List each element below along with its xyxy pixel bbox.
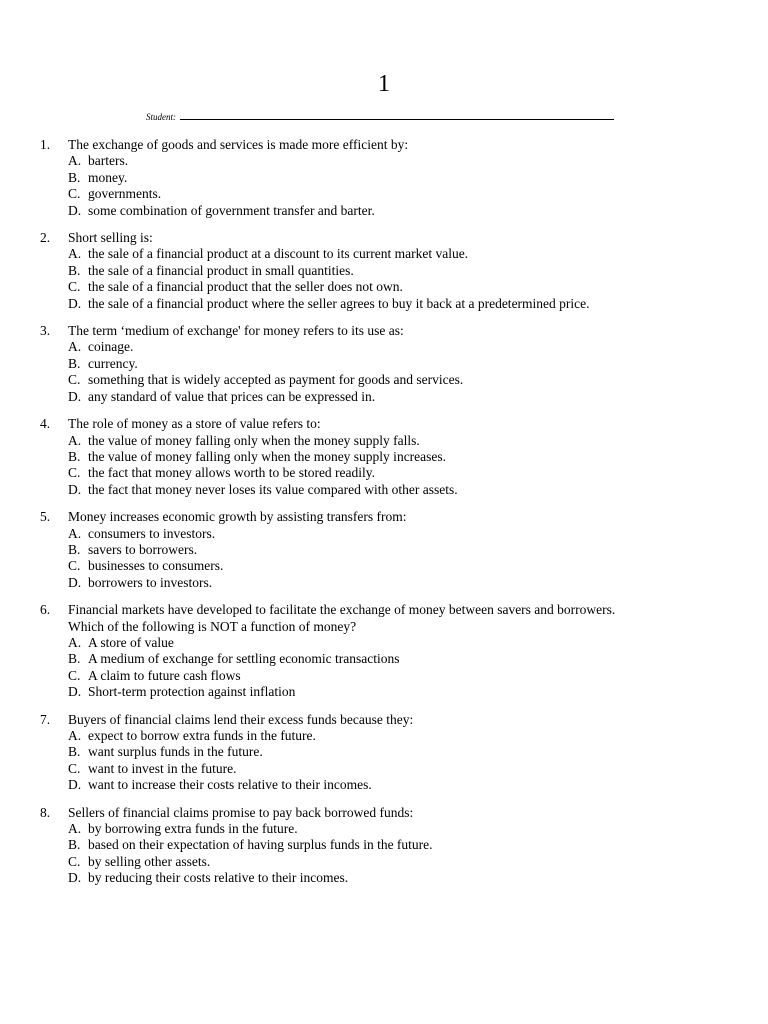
option-text: something that is widely accepted as payment for goods and services.: [88, 372, 464, 388]
question-body: [68, 137, 740, 219]
option-text: A store of value: [88, 634, 174, 650]
option-text: by reducing their costs relative to their incomes.: [88, 870, 349, 886]
option-text: want to increase their costs relative to their incomes.: [88, 777, 372, 793]
option-text: the value of money falling only when the money supply increases.: [88, 448, 447, 464]
question-item: [40, 805, 740, 887]
option-text: the sale of a financial product that the seller does not own.: [88, 279, 403, 295]
answer-option: [68, 279, 740, 295]
answer-option: [68, 728, 740, 744]
option-letter: D.: [68, 684, 82, 700]
option-text: currency.: [88, 355, 138, 371]
option-letter: B.: [68, 448, 81, 464]
question-text: Short selling is:: [68, 230, 153, 246]
option-letter: B.: [68, 744, 81, 760]
answer-option: [68, 482, 740, 498]
option-text: want surplus funds in the future.: [88, 744, 263, 760]
option-letter: D.: [68, 870, 82, 886]
question-item: [40, 323, 740, 405]
option-letter: A.: [68, 432, 82, 448]
page-number: 1: [378, 71, 390, 97]
option-letter: C.: [68, 853, 81, 869]
option-letter: D.: [68, 295, 82, 311]
option-text: barters.: [88, 153, 129, 169]
question-text: The term ‘medium of exchange' for money refers to its use as:: [68, 323, 404, 339]
option-letter: C.: [68, 465, 81, 481]
answer-option: [68, 558, 740, 574]
option-text: money.: [88, 169, 128, 185]
option-letter: A.: [68, 525, 82, 541]
question-number: 1.: [40, 137, 51, 152]
answer-option: [68, 170, 740, 186]
question-item: [40, 416, 740, 498]
student-label: Student:: [146, 112, 176, 122]
answer-option: [68, 526, 740, 542]
option-text: Short-term protection against inflation: [88, 684, 296, 700]
answer-option: [68, 296, 740, 312]
answer-option: [68, 651, 740, 667]
answer-option: [68, 465, 740, 481]
option-text: the fact that money never loses its value compared with other assets.: [88, 481, 458, 497]
option-letter: C.: [68, 372, 81, 388]
option-text: savers to borrowers.: [88, 541, 198, 557]
answer-option: [68, 837, 740, 853]
option-text: the fact that money allows worth to be stored readily.: [88, 465, 376, 481]
option-letter: D.: [68, 202, 82, 218]
question-text: Money increases economic growth by assisting transfers from:: [68, 509, 407, 525]
question-number: 7.: [40, 711, 51, 727]
option-letter: A.: [68, 153, 82, 169]
option-text: coinage.: [88, 339, 134, 355]
question-text: The role of money as a store of value refers to:: [68, 416, 321, 432]
option-text: borrowers to investors.: [88, 574, 213, 590]
answer-option: [68, 263, 740, 279]
question-number: 3.: [40, 323, 51, 339]
answer-option: [68, 372, 740, 388]
option-letter: A.: [68, 246, 82, 262]
option-letter: A.: [68, 821, 82, 837]
question-number: 8.: [40, 804, 51, 820]
question-text: Financial markets have developed to facilitate the exchange of money between savers and borrowers.: [68, 602, 616, 618]
question-list: [40, 137, 740, 898]
answer-option: [68, 575, 740, 591]
option-letter: B.: [68, 355, 81, 371]
answer-option: [68, 854, 740, 870]
question-item: [40, 230, 740, 312]
option-text: governments.: [88, 186, 162, 202]
question-body: [68, 509, 740, 591]
answer-option: [68, 339, 740, 355]
option-letter: A.: [68, 339, 82, 355]
option-letter: C.: [68, 760, 81, 776]
question-body: [68, 416, 740, 498]
option-text: A medium of exchange for settling economic transactions: [88, 651, 400, 667]
answer-option: [68, 246, 740, 262]
option-letter: D.: [68, 777, 82, 793]
option-text: the sale of a financial product where the seller agrees to buy it back at a predetermined price.: [88, 295, 590, 311]
option-letter: B.: [68, 837, 81, 853]
question-text: Buyers of financial claims lend their excess funds because they:: [68, 711, 414, 727]
option-text: by selling other assets.: [88, 853, 211, 869]
question-body: [68, 230, 740, 312]
question-number: 4.: [40, 416, 51, 432]
option-letter: C.: [68, 558, 81, 574]
option-letter: A.: [68, 728, 82, 743]
student-name-line: [146, 110, 614, 124]
option-letter: C.: [68, 186, 81, 202]
option-text: some combination of government transfer and barter.: [88, 202, 375, 218]
question-number: 6.: [40, 602, 51, 618]
answer-option: [68, 542, 740, 558]
option-letter: B.: [68, 541, 81, 557]
answer-option: [68, 777, 740, 793]
question-item: [40, 712, 740, 794]
question-text: The exchange of goods and services is made more efficient by:: [68, 137, 409, 152]
answer-option: [68, 433, 740, 449]
question-body: [68, 602, 740, 700]
answer-option: [68, 153, 740, 169]
answer-option: [68, 744, 740, 760]
question-item: [40, 602, 740, 700]
option-text: the value of money falling only when the money supply falls.: [88, 432, 420, 448]
answer-option: [68, 389, 740, 405]
option-text: the sale of a financial product at a discount to its current market value.: [88, 246, 469, 262]
answer-option: [68, 356, 740, 372]
option-letter: C.: [68, 279, 81, 295]
question-body: [68, 712, 740, 794]
question-item: [40, 137, 740, 219]
option-text: want to invest in the future.: [88, 760, 237, 776]
option-text: the sale of a financial product in small quantities.: [88, 262, 354, 278]
answer-option: [68, 668, 740, 684]
option-text: by borrowing extra funds in the future.: [88, 821, 298, 837]
question-body: [68, 805, 740, 887]
answer-option: [68, 821, 740, 837]
option-text: consumers to investors.: [88, 525, 216, 541]
question-text: Which of the following is NOT a function of money?: [68, 618, 357, 634]
question-text: Sellers of financial claims promise to pay back borrowed funds:: [68, 804, 414, 820]
question-item: [40, 509, 740, 591]
answer-option: [68, 203, 740, 219]
option-letter: D.: [68, 574, 82, 590]
option-letter: B.: [68, 651, 81, 667]
question-number: 5.: [40, 509, 51, 525]
student-name-blank: [180, 110, 614, 120]
option-text: A claim to future cash flows: [88, 667, 241, 683]
answer-option: [68, 635, 740, 651]
option-letter: B.: [68, 169, 81, 185]
option-text: based on their expectation of having surplus funds in the future.: [88, 837, 433, 853]
option-text: any standard of value that prices can be expressed in.: [88, 388, 376, 404]
answer-option: [68, 186, 740, 202]
option-letter: C.: [68, 667, 81, 683]
answer-option: [68, 684, 740, 700]
option-letter: B.: [68, 262, 81, 278]
option-letter: D.: [68, 388, 82, 404]
answer-option: [68, 870, 740, 886]
question-number: 2.: [40, 230, 51, 246]
option-letter: A.: [68, 634, 82, 650]
option-text: expect to borrow extra funds in the future.: [88, 728, 316, 743]
answer-option: [68, 449, 740, 465]
question-body: [68, 323, 740, 405]
option-letter: D.: [68, 481, 82, 497]
answer-option: [68, 761, 740, 777]
option-text: businesses to consumers.: [88, 558, 224, 574]
